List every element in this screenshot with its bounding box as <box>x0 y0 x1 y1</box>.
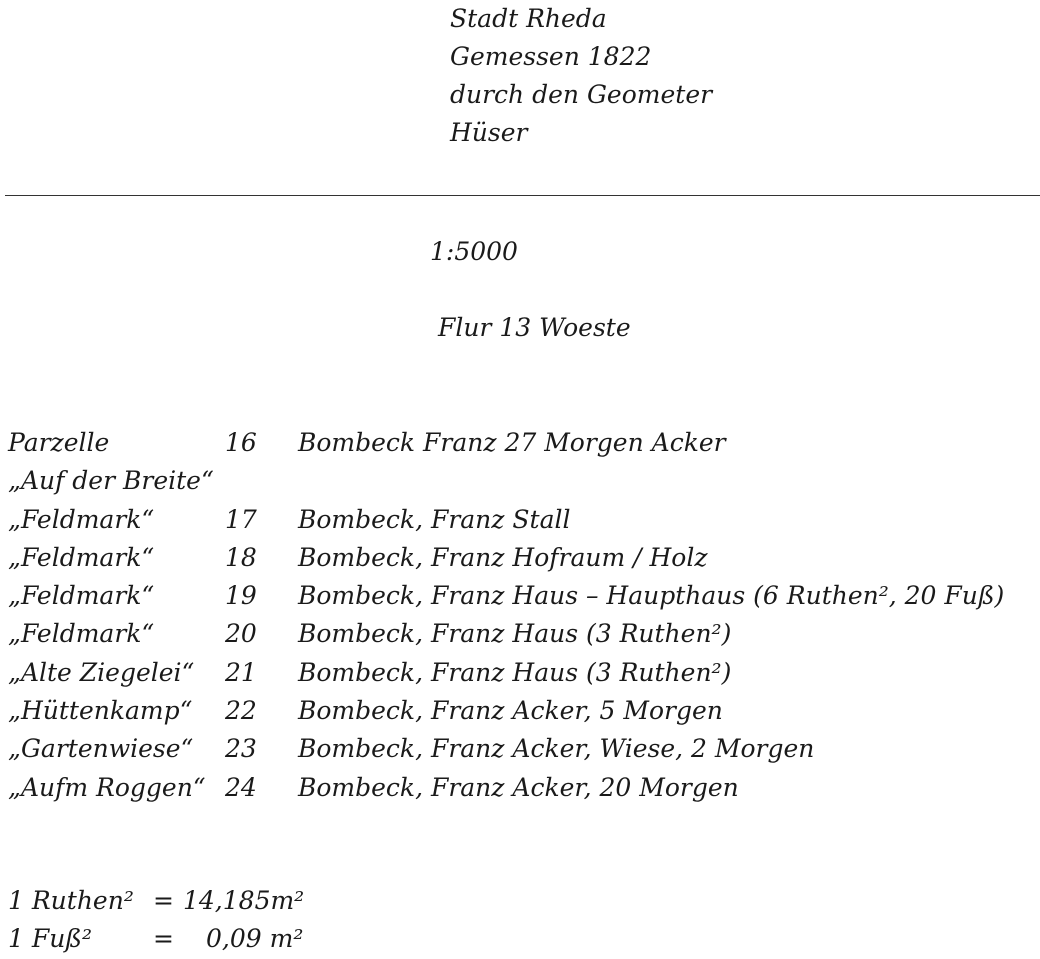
parcel-number: 20 <box>225 619 257 649</box>
flur-title: Flur 13 Woeste <box>438 313 631 342</box>
parcel-row <box>8 769 1038 807</box>
conversion-value: 0,09 m² <box>206 924 304 953</box>
parcel-description: Bombeck, Franz Haus – Haupthaus (6 Ruthen², 20 Fuß) <box>298 581 1005 611</box>
parcel-row <box>8 539 1038 577</box>
parcel-row <box>8 730 1038 768</box>
parcel-description: Bombeck, Franz Haus (3 Ruthen²) <box>298 657 732 687</box>
conversion-equals: = <box>153 924 174 953</box>
conversion-value: 14,185m² <box>183 886 305 915</box>
parcel-description: Bombeck, Franz Hofraum / Holz <box>298 542 708 572</box>
parcel-description: Bombeck, Franz Acker, 5 Morgen <box>298 696 723 726</box>
parcel-description: Bombeck, Franz Acker, 20 Morgen <box>298 772 739 802</box>
parcel-number: 24 <box>225 772 257 802</box>
map-scale: 1:5000 <box>430 237 518 266</box>
parcel-row <box>8 692 1038 730</box>
header-city: Stadt Rheda <box>450 4 607 33</box>
parcel-location: Parzelle <box>8 428 110 457</box>
parcel-location: „Aufm Roggen“ <box>8 772 206 802</box>
parcel-row <box>8 501 1038 539</box>
header-measured: Gemessen 1822 <box>450 42 652 71</box>
header-surveyor: Hüser <box>450 118 528 147</box>
parcel-location: „Hüttenkamp“ <box>8 696 193 726</box>
parcel-description: Bombeck, Franz Stall <box>298 504 571 534</box>
parcel-location: „Feldmark“ <box>8 619 155 649</box>
parcel-location: „Gartenwiese“ <box>8 734 194 764</box>
conversion-equals: = <box>153 886 174 915</box>
parcel-row <box>8 462 1038 500</box>
parcel-location: „Feldmark“ <box>8 542 155 572</box>
parcel-location: „Alte Ziegelei“ <box>8 657 195 687</box>
header-by: durch den Geometer <box>450 80 713 109</box>
parcel-location: „Auf der Breite“ <box>8 466 214 496</box>
parcel-location: „Feldmark“ <box>8 504 155 534</box>
parcel-description: Bombeck Franz 27 Morgen Acker <box>298 428 726 457</box>
parcel-description: Bombeck, Franz Haus (3 Ruthen²) <box>298 619 732 649</box>
parcel-description: Bombeck, Franz Acker, Wiese, 2 Morgen <box>298 734 815 764</box>
conversion-unit: 1 Fuß² <box>8 924 93 953</box>
parcel-number: 19 <box>225 581 257 611</box>
parcel-number: 18 <box>225 542 257 572</box>
parcel-number: 23 <box>225 734 257 764</box>
parcel-location: „Feldmark“ <box>8 581 155 611</box>
parcel-number: 16 <box>225 428 257 457</box>
parcel-row <box>8 424 1038 462</box>
parcel-row <box>8 615 1038 653</box>
parcel-number: 22 <box>225 696 257 726</box>
parcel-row <box>8 577 1038 615</box>
parcel-number: 17 <box>225 504 257 534</box>
parcel-number: 21 <box>225 657 257 687</box>
header-block <box>450 0 712 152</box>
conversion-unit: 1 Ruthen² <box>8 886 134 915</box>
parcel-row <box>8 654 1038 692</box>
horizontal-divider <box>5 195 1040 196</box>
parcel-list <box>8 424 1038 807</box>
